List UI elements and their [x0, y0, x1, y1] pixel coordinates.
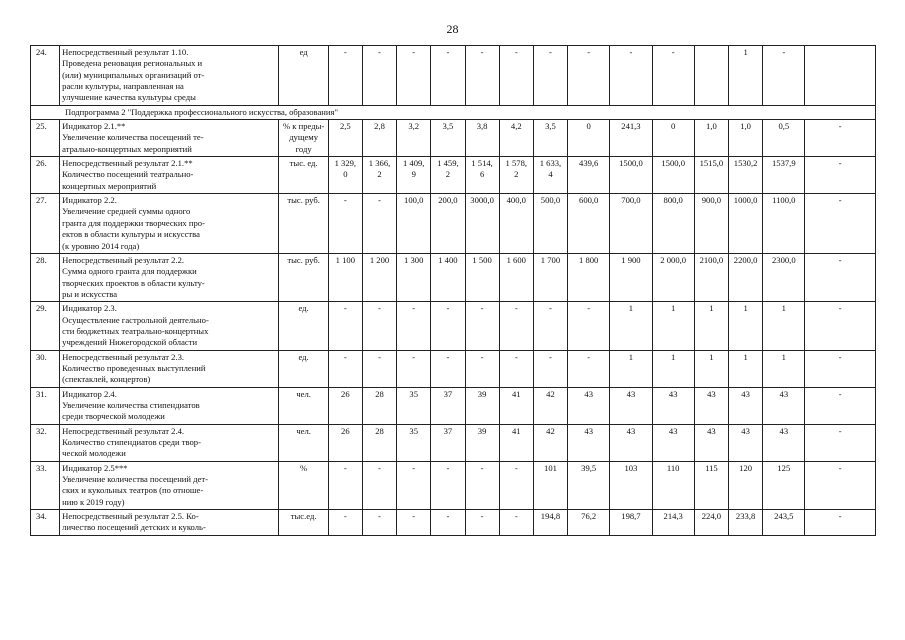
value-cell: 3,8 [465, 120, 499, 157]
value-cell: 1537,9 [763, 157, 805, 194]
value-cell: 28 [362, 424, 396, 461]
value-cell: - [362, 302, 396, 350]
value-cell: 1 800 [568, 253, 610, 301]
indicator-name: Индикатор 2.1.** Увеличение количества посещений те- атрально-концертных мероприятий [60, 120, 279, 157]
value-cell: 1 329, 0 [328, 157, 362, 194]
value-cell: 1100,0 [763, 194, 805, 254]
value-cell: 26 [328, 424, 362, 461]
value-cell: - [805, 350, 876, 387]
value-cell: - [328, 350, 362, 387]
table-row [31, 510, 876, 536]
unit-cell: тыс. ед. [279, 157, 328, 194]
value-cell: 39 [465, 387, 499, 424]
value-cell: 3,5 [431, 120, 465, 157]
indicator-name: Непосредственный результат 2.4. Количество стипендиатов среди твор- ческой молодежи [60, 424, 279, 461]
value-cell: 1 [729, 46, 763, 106]
value-cell: - [499, 461, 533, 509]
value-cell: 0 [652, 120, 694, 157]
value-cell: 1530,2 [729, 157, 763, 194]
table-body [31, 46, 876, 536]
value-cell: 43 [610, 387, 652, 424]
value-cell: - [805, 302, 876, 350]
value-cell: - [499, 302, 533, 350]
indicator-name: Непосредственный результат 2.5. Ко- личество посещений детских и куколь- [60, 510, 279, 536]
indicator-name: Индикатор 2.4. Увеличение количества стипендиатов среди творческой молодежи [60, 387, 279, 424]
unit-cell: % [279, 461, 328, 509]
row-number: 28. [31, 253, 60, 301]
value-cell: 439,6 [568, 157, 610, 194]
value-cell: 120 [729, 461, 763, 509]
value-cell: 243,5 [763, 510, 805, 536]
value-cell: 39 [465, 424, 499, 461]
value-cell: 1,0 [729, 120, 763, 157]
row-number: 25. [31, 120, 60, 157]
value-cell: 198,7 [610, 510, 652, 536]
value-cell: 1 [729, 302, 763, 350]
value-cell: - [397, 461, 431, 509]
value-cell: 224,0 [694, 510, 728, 536]
value-cell: 2 000,0 [652, 253, 694, 301]
value-cell: 101 [533, 461, 567, 509]
value-cell: - [362, 461, 396, 509]
value-cell: 1 366, 2 [362, 157, 396, 194]
value-cell: 1 [694, 302, 728, 350]
value-cell: 1 [763, 302, 805, 350]
value-cell: 0,5 [763, 120, 805, 157]
value-cell: 37 [431, 387, 465, 424]
value-cell: - [805, 194, 876, 254]
indicator-name: Индикатор 2.3. Осуществление гастрольной деятельно- сти бюджетных театрально-концертных учреждений Нижегородской области [60, 302, 279, 350]
value-cell: 2100,0 [694, 253, 728, 301]
value-cell: 500,0 [533, 194, 567, 254]
value-cell: 26 [328, 387, 362, 424]
table-row [31, 424, 876, 461]
value-cell: 103 [610, 461, 652, 509]
value-cell: - [328, 194, 362, 254]
row-number: 34. [31, 510, 60, 536]
value-cell: 43 [652, 424, 694, 461]
value-cell: 194,8 [533, 510, 567, 536]
value-cell: - [568, 302, 610, 350]
value-cell: 400,0 [499, 194, 533, 254]
unit-cell: чел. [279, 424, 328, 461]
value-cell: 1 [652, 302, 694, 350]
table-row [31, 194, 876, 254]
value-cell: 1 409, 9 [397, 157, 431, 194]
value-cell: - [465, 350, 499, 387]
section-title: Подпрограмма 2 "Поддержка профессионального искусства, образования" [31, 105, 876, 119]
table-row [31, 157, 876, 194]
value-cell: 1 900 [610, 253, 652, 301]
value-cell: - [362, 510, 396, 536]
value-cell: 1 [652, 350, 694, 387]
indicator-name: Непосредственный результат 2.1.** Количество посещений театрально- концертных мероприятий [60, 157, 279, 194]
table-row [31, 350, 876, 387]
value-cell: - [805, 387, 876, 424]
value-cell: 2,5 [328, 120, 362, 157]
value-cell: 41 [499, 387, 533, 424]
section-row [31, 105, 876, 119]
value-cell: - [499, 510, 533, 536]
value-cell: 214,3 [652, 510, 694, 536]
value-cell: 1 633, 4 [533, 157, 567, 194]
table-row [31, 46, 876, 106]
value-cell: - [397, 350, 431, 387]
value-cell: 3000,0 [465, 194, 499, 254]
value-cell: 125 [763, 461, 805, 509]
value-cell: 1 300 [397, 253, 431, 301]
value-cell: - [431, 302, 465, 350]
value-cell: - [805, 510, 876, 536]
value-cell: 39,5 [568, 461, 610, 509]
value-cell: - [328, 46, 362, 106]
value-cell: 900,0 [694, 194, 728, 254]
value-cell: - [805, 157, 876, 194]
value-cell: 1 514, 6 [465, 157, 499, 194]
row-number: 29. [31, 302, 60, 350]
value-cell: 1000,0 [729, 194, 763, 254]
unit-cell: ед [279, 46, 328, 106]
table-row [31, 253, 876, 301]
value-cell: 1 459, 2 [431, 157, 465, 194]
value-cell [694, 46, 728, 106]
indicator-name: Непосредственный результат 2.2. Сумма одного гранта для поддержки творческих проектов в области культу- ры и искусства [60, 253, 279, 301]
value-cell: 1 [610, 350, 652, 387]
value-cell: 43 [763, 424, 805, 461]
value-cell: 43 [694, 387, 728, 424]
value-cell: 4,2 [499, 120, 533, 157]
value-cell: - [362, 194, 396, 254]
value-cell: 43 [610, 424, 652, 461]
value-cell: 43 [652, 387, 694, 424]
value-cell: - [533, 350, 567, 387]
value-cell: - [328, 510, 362, 536]
unit-cell: чел. [279, 387, 328, 424]
value-cell: 2,8 [362, 120, 396, 157]
value-cell: 43 [729, 387, 763, 424]
value-cell: 1 [763, 350, 805, 387]
value-cell: - [431, 510, 465, 536]
value-cell: 1 [694, 350, 728, 387]
unit-cell: тыс. руб. [279, 194, 328, 254]
row-number: 33. [31, 461, 60, 509]
table-row [31, 302, 876, 350]
value-cell: 35 [397, 387, 431, 424]
value-cell: 241,3 [610, 120, 652, 157]
value-cell: 110 [652, 461, 694, 509]
value-cell: - [397, 302, 431, 350]
page-number: 28 [446, 22, 459, 36]
value-cell: 1515,0 [694, 157, 728, 194]
value-cell: - [431, 461, 465, 509]
value-cell: 233,8 [729, 510, 763, 536]
unit-cell: % к преды- дущему году [279, 120, 328, 157]
value-cell: 100,0 [397, 194, 431, 254]
value-cell: - [362, 350, 396, 387]
value-cell: - [805, 253, 876, 301]
value-cell: - [397, 510, 431, 536]
row-number: 32. [31, 424, 60, 461]
value-cell: 1,0 [694, 120, 728, 157]
unit-cell: ед. [279, 350, 328, 387]
value-cell: - [805, 424, 876, 461]
value-cell: 1 200 [362, 253, 396, 301]
value-cell: - [568, 350, 610, 387]
value-cell: 42 [533, 387, 567, 424]
value-cell: 1 [610, 302, 652, 350]
row-number: 26. [31, 157, 60, 194]
row-number: 30. [31, 350, 60, 387]
indicators-table [30, 45, 876, 536]
value-cell: 1 578, 2 [499, 157, 533, 194]
value-cell: - [805, 120, 876, 157]
value-cell: 1 700 [533, 253, 567, 301]
value-cell: 43 [568, 424, 610, 461]
value-cell: - [328, 302, 362, 350]
table-row [31, 120, 876, 157]
unit-cell: тыс.ед. [279, 510, 328, 536]
value-cell: - [362, 46, 396, 106]
value-cell: 600,0 [568, 194, 610, 254]
table-row [31, 461, 876, 509]
value-cell: - [431, 46, 465, 106]
value-cell: - [465, 46, 499, 106]
value-cell: 200,0 [431, 194, 465, 254]
row-number: 27. [31, 194, 60, 254]
value-cell: 1 400 [431, 253, 465, 301]
value-cell: 3,5 [533, 120, 567, 157]
value-cell: - [610, 46, 652, 106]
value-cell: - [465, 302, 499, 350]
value-cell: - [328, 461, 362, 509]
value-cell: 37 [431, 424, 465, 461]
indicator-name: Непосредственный результат 2.3. Количество проведенных выступлений (спектаклей, концертов) [60, 350, 279, 387]
unit-cell: ед. [279, 302, 328, 350]
value-cell: - [499, 46, 533, 106]
value-cell: - [431, 350, 465, 387]
value-cell: 1 600 [499, 253, 533, 301]
table-row [31, 387, 876, 424]
value-cell: - [533, 46, 567, 106]
value-cell: 76,2 [568, 510, 610, 536]
value-cell: 35 [397, 424, 431, 461]
value-cell: - [499, 350, 533, 387]
value-cell: - [568, 46, 610, 106]
value-cell: 1500,0 [652, 157, 694, 194]
value-cell: 1 [729, 350, 763, 387]
value-cell: 0 [568, 120, 610, 157]
value-cell: - [805, 461, 876, 509]
value-cell: 1 100 [328, 253, 362, 301]
value-cell: 42 [533, 424, 567, 461]
value-cell: 2200,0 [729, 253, 763, 301]
value-cell: 3,2 [397, 120, 431, 157]
row-number: 31. [31, 387, 60, 424]
value-cell: 115 [694, 461, 728, 509]
value-cell: 2300,0 [763, 253, 805, 301]
indicator-name: Индикатор 2.5*** Увеличение количества посещений дет- ских и кукольных театров (по отноше- нию к 2019 году) [60, 461, 279, 509]
value-cell: - [652, 46, 694, 106]
value-cell: - [397, 46, 431, 106]
unit-cell: тыс. руб. [279, 253, 328, 301]
value-cell: 43 [694, 424, 728, 461]
indicator-name: Непосредственный результат 1.10. Проведена реновация региональных и (или) муниципальных организаций от- расли культуры, направленная на улучшение качества культуры среды [60, 46, 279, 106]
row-number: 24. [31, 46, 60, 106]
indicator-name: Индикатор 2.2. Увеличение средней суммы одного гранта для поддержки творческих про- ектов в области культуры и искусства (к уровню 2014 года) [60, 194, 279, 254]
value-cell: 1500,0 [610, 157, 652, 194]
value-cell: - [465, 461, 499, 509]
value-cell: 800,0 [652, 194, 694, 254]
value-cell: 43 [763, 387, 805, 424]
value-cell: 43 [568, 387, 610, 424]
value-cell: 43 [729, 424, 763, 461]
value-cell: 41 [499, 424, 533, 461]
value-cell [805, 46, 876, 106]
value-cell: 28 [362, 387, 396, 424]
value-cell: - [465, 510, 499, 536]
value-cell: 1 500 [465, 253, 499, 301]
value-cell: - [763, 46, 805, 106]
value-cell: 700,0 [610, 194, 652, 254]
value-cell: - [533, 302, 567, 350]
